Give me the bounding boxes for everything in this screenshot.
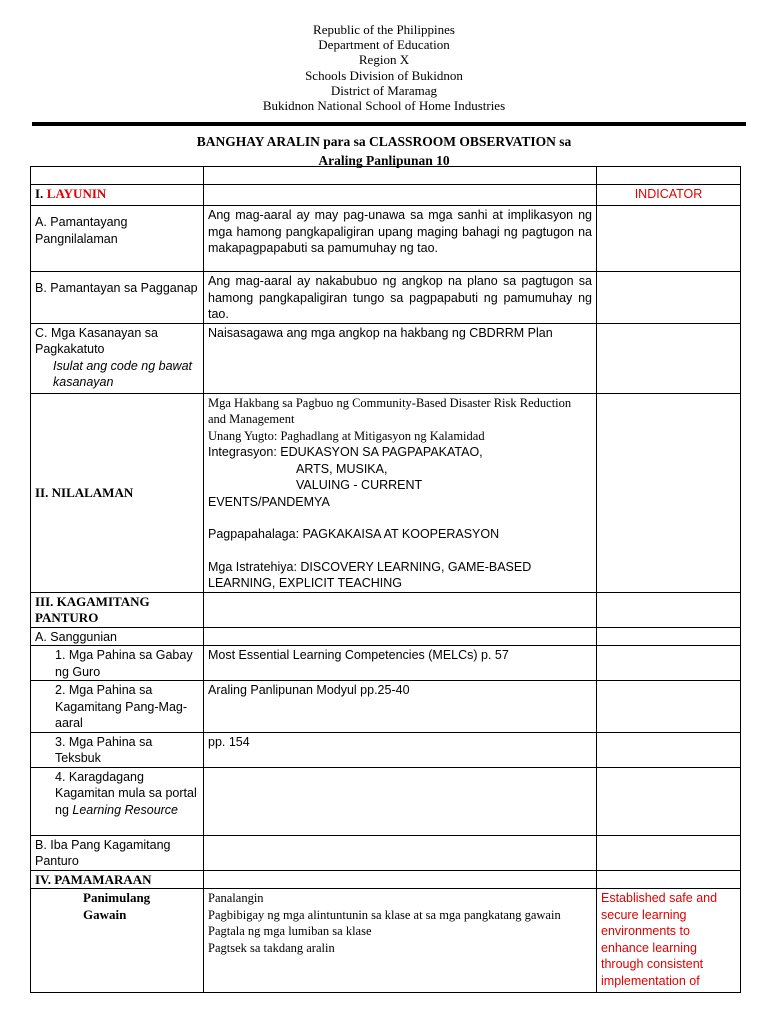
gabay-content: Most Essential Learning Competencies (MELCs) p. 57 bbox=[204, 646, 597, 681]
panimulang-item-2: Pagbibigay ng mga alintuntunin sa klase at sa mga pangkatang gawain bbox=[208, 907, 561, 922]
panimulang-item-3: Pagtala ng mga lumiban sa klase bbox=[208, 924, 372, 938]
layunin-title: LAYUNIN bbox=[46, 186, 107, 201]
header-divider bbox=[32, 122, 746, 126]
teksbuk-label: 3. Mga Pahina sa Teksbuk bbox=[55, 734, 153, 765]
karagdagang-label-wrap bbox=[35, 769, 199, 819]
table-row-pamantayang-pangnilalaman bbox=[31, 206, 741, 272]
table-row-karagdagang bbox=[31, 767, 741, 835]
karagdagang-label-cell bbox=[31, 767, 204, 835]
table-row-panimulang bbox=[31, 889, 741, 993]
kagamitang-panturo-label: III. KAGAMITANG PANTURO bbox=[31, 592, 204, 627]
pamantayan-sa-pagganap-label: B. Pamantayan sa Pagganap bbox=[31, 272, 204, 324]
title-line-2: Araling Panlipunan 10 bbox=[318, 153, 450, 168]
gabay-label-cell bbox=[31, 646, 204, 681]
kasanayan-label: C. Mga Kasanayan sa Pagkakatuto bbox=[35, 325, 158, 356]
teksbuk-content: pp. 154 bbox=[204, 732, 597, 767]
nilalaman-line-8: Mga Istratehiya: DISCOVERY LEARNING, GAME-BASED LEARNING, EXPLICIT TEACHING bbox=[208, 559, 532, 590]
table-row-sanggunian bbox=[31, 627, 741, 646]
table-row-layunin bbox=[31, 185, 741, 206]
nilalaman-line-4: ARTS, MUSIKA, bbox=[296, 461, 388, 476]
nilalaman-content bbox=[204, 393, 597, 592]
panimulang-label-cell bbox=[31, 889, 204, 993]
layunin-label bbox=[31, 185, 204, 206]
iba-pang-label: B. Iba Pang Kagamitang Panturo bbox=[31, 835, 204, 870]
panimulang-item-1: Panalangin bbox=[208, 891, 264, 905]
table-row-kagamitang-pang-mag-aaral bbox=[31, 681, 741, 733]
table-row-teksbuk bbox=[31, 732, 741, 767]
indicator-heading: INDICATOR bbox=[597, 185, 741, 206]
header-line-division: Schools Division of Bukidnon bbox=[305, 67, 463, 83]
document-title bbox=[0, 132, 768, 170]
header-line-district: District of Maramag bbox=[330, 82, 438, 98]
gabay-label: 1. Mga Pahina sa Gabay ng Guro bbox=[55, 648, 193, 679]
pamamaraan-label: IV. PAMAMARAAN bbox=[31, 870, 204, 889]
nilalaman-line-1: Mga Hakbang sa Pagbuo ng Community-Based Disaster Risk Reduction and Management bbox=[208, 395, 572, 426]
header-line-department: Department of Education bbox=[318, 37, 450, 53]
pamantayang-pangnilalaman-content: Ang mag-aaral ay may pag-unawa sa mga sanhi at implikasyon ng mga hamong pangkapaligiran upang maging bahagi ng pagtugon na makapagpapabuti sa pamumuhay ng tao. bbox=[204, 206, 597, 272]
table-row-spacer bbox=[31, 167, 741, 185]
panimulang-label: Panimulang Gawain bbox=[83, 890, 151, 922]
pamantayan-sa-pagganap-content: Ang mag-aaral ay nakabubuo ng angkop na plano sa pagtugon sa hamong pangkapaligiran tungo sa pagpapabuti ng pamumuhay ng tao. bbox=[204, 272, 597, 324]
table-row-pamamaraan bbox=[31, 870, 741, 889]
table-row-iba-pang bbox=[31, 835, 741, 870]
nilalaman-line-7: Pagpapahalaga: PAGKAKAISA AT KOOPERASYON bbox=[208, 527, 500, 541]
kasanayan-sublabel: Isulat ang code ng bawat kasanayan bbox=[53, 358, 192, 389]
layunin-numeral: I. bbox=[35, 186, 44, 201]
nilalaman-line-2: Unang Yugto: Paghadlang at Mitigasyon ng Kalamidad bbox=[208, 428, 485, 443]
table-row-pamantayan-sa-pagganap bbox=[31, 272, 741, 324]
panimulang-content bbox=[204, 889, 597, 993]
kasanayan-label-cell bbox=[31, 323, 204, 393]
table-row-kasanayan bbox=[31, 323, 741, 393]
header-line-region: Region X bbox=[358, 52, 410, 68]
sanggunian-label: A. Sanggunian bbox=[31, 627, 204, 646]
nilalaman-line-3: Integrasyon: EDUKASYON SA PAGPAPAKATAO, bbox=[208, 445, 483, 459]
panimulang-indicator: Established safe and secure learning environments to enhance learning through consistent implementation of bbox=[597, 889, 741, 993]
header-line-republic: Republic of the Philippines bbox=[313, 22, 455, 37]
title-line-1: BANGHAY ARALIN para sa CLASSROOM OBSERVATION sa bbox=[196, 134, 572, 149]
panimulang-item-4: Pagtsek sa takdang aralin bbox=[208, 940, 335, 955]
teksbuk-label-cell bbox=[31, 732, 204, 767]
table-row-nilalaman bbox=[31, 393, 741, 592]
nilalaman-line-6: EVENTS/PANDEMYA bbox=[208, 494, 330, 509]
lesson-plan-table bbox=[30, 166, 741, 993]
pamantayang-pangnilalaman-label: A. Pamantayang Pangnilalaman bbox=[31, 206, 204, 272]
kagamitang-pang-mag-aaral-content: Araling Panlipunan Modyul pp.25-40 bbox=[204, 681, 597, 733]
header-line-school: Bukidnon National School of Home Industries bbox=[262, 98, 506, 114]
nilalaman-label: II. NILALAMAN bbox=[31, 393, 204, 592]
karagdagang-label: 4. Karagdagang Kagamitan mula sa portal ng bbox=[55, 769, 197, 817]
kasanayan-content: Naisasagawa ang mga angkop na hakbang ng CBDRRM Plan bbox=[204, 323, 597, 393]
nilalaman-line-5: VALUING - CURRENT bbox=[296, 478, 423, 492]
kagamitang-pang-mag-aaral-label: 2. Mga Pahina sa Kagamitang Pang-Mag-aaral bbox=[55, 683, 188, 730]
kagamitang-pang-mag-aaral-label-cell bbox=[31, 681, 204, 733]
document-header bbox=[0, 22, 768, 113]
table-row-kagamitang-panturo bbox=[31, 592, 741, 627]
table-row-gabay bbox=[31, 646, 741, 681]
karagdagang-label-italic: Learning Resource bbox=[72, 802, 179, 817]
